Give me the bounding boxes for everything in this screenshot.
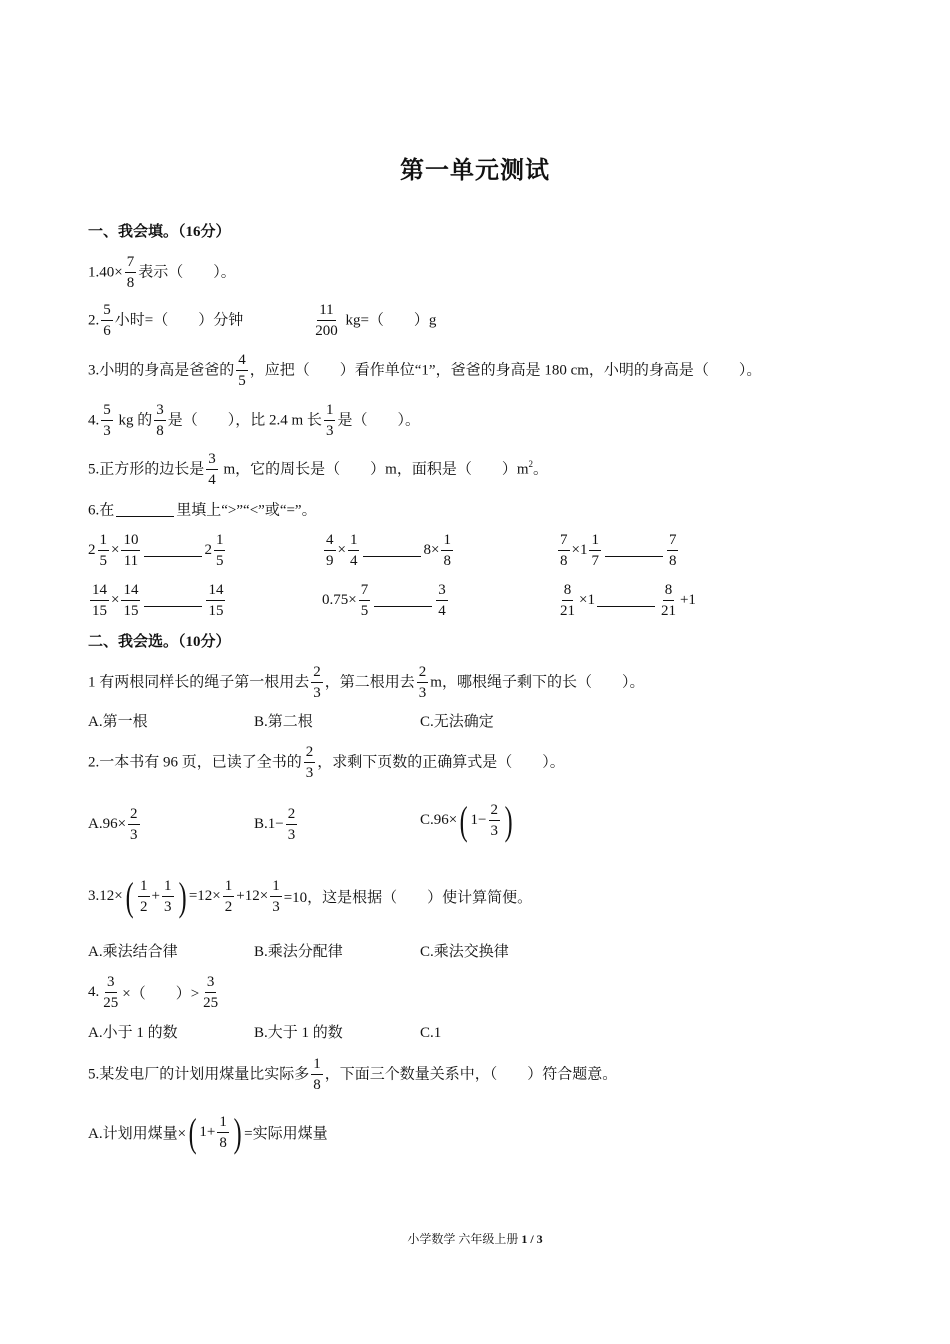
compare-a: 2 $\frac{1}{5}$ × $\frac{10}{11}$ 2 $\frac{1}{5}$ (88, 532, 224, 569)
fraction: $\frac{11}{200}$ (315, 302, 338, 339)
s2-q5: 5.某发电厂的计划用煤量比实际多 $\frac{1}{8}$ ，下面三个数量关系中，（ ）符合题意。 (88, 1056, 618, 1093)
s2-q3-option-a: A.乘法结合律 (88, 944, 178, 960)
compare-e: 0.75× $\frac{7}{5}$ $\frac{3}{4}$ (322, 582, 446, 619)
s1-q1: 1.40× $\frac{7}{8}$ 表示（ ）。 (88, 254, 236, 291)
fraction: $\frac{4}{5}$ (238, 352, 246, 389)
s2-q4-option-b: B.大于 1 的数 (254, 1025, 343, 1041)
s2-q4: 4. $\frac{3}{25}$ ×（ ）> $\frac{3}{25}$ (88, 974, 219, 1011)
fraction: $\frac{5}{6}$ (103, 302, 111, 339)
answer-blank (144, 544, 202, 557)
fraction: $\frac{3}{4}$ (208, 451, 216, 488)
s2-q3-option-c: C.乘法交换律 (420, 944, 509, 960)
compare-f: $\frac{8}{21}$ ×1 $\frac{8}{21}$ +1 (560, 582, 696, 619)
page-title: 第一单元测试 (400, 158, 550, 184)
s1-q5: 5.正方形的边长是 $\frac{3}{4}$ m，它的周长是（ ）m，面积是（ ）$m^2$。 (88, 451, 549, 488)
section2-heading: 二、我会选。（10分） (88, 634, 231, 650)
s2-q4-option-a: A.小于 1 的数 (88, 1025, 178, 1041)
s2-q2-option-c: C.96× ( 1− $\frac{2}{3}$ ) (420, 797, 513, 843)
page-number: 1 / 3 (521, 1232, 543, 1246)
fraction: $\frac{5}{3}$ (103, 402, 111, 439)
s1-q6: 6.在 里填上“>”“<”或“=”。 (88, 502, 317, 519)
compare-c: $\frac{7}{8}$ ×1 $\frac{1}{7}$ $\frac{7}{8}$ (560, 532, 677, 569)
answer-blank (597, 594, 655, 607)
answer-blank (605, 544, 663, 557)
answer-blank (374, 594, 432, 607)
answer-blank (363, 544, 421, 557)
answer-blank (116, 504, 174, 517)
s1-q4: 4. $\frac{5}{3}$ kg 的 $\frac{3}{8}$ 是（ ），比 2.4 m 长 $\frac{1}{3}$ 是（ ）。 (88, 402, 420, 439)
compare-b: $\frac{4}{9}$ × $\frac{1}{4}$ 8× $\frac{1}{8}$ (326, 532, 451, 569)
s2-q1-option-a: A.第一根 (88, 714, 148, 730)
answer-blank (144, 594, 202, 607)
s2-q1-option-c: C.无法确定 (420, 714, 494, 730)
s2-q2-option-b: B.1− $\frac{2}{3}$ (254, 806, 296, 843)
s2-q2: 2.一本书有 96 页，已读了全书的 $\frac{2}{3}$ ，求剩下页数的正确算式是（ ）。 (88, 744, 565, 781)
compare-d: $\frac{14}{15}$ × $\frac{14}{15}$ $\frac{14}{15}$ (92, 582, 224, 619)
s2-q4-option-c: C.1 (420, 1025, 442, 1041)
s1-q3: 3.小明的身高是爸爸的 $\frac{4}{5}$ ，应把（ ）看作单位“1”，爸爸的身高是 180 cm，小明的身高是（ ）。 (88, 352, 762, 389)
fraction: $\frac{1}{3}$ (325, 402, 334, 439)
fraction: $\frac{3}{8}$ (156, 402, 164, 439)
fraction: $\frac{7}{8}$ (126, 254, 135, 291)
s2-q1-option-b: B.第二根 (254, 714, 313, 730)
page-footer: 小学数学 六年级上册 1 / 3 (407, 1232, 543, 1246)
section1-heading: 一、我会填。（16分） (88, 224, 231, 240)
s1-q2: 2. $\frac{5}{6}$ 小时=（ ）分钟 $\frac{11}{200}$ kg=（ ）g (88, 302, 437, 339)
s2-q3-option-b: B.乘法分配律 (254, 944, 343, 960)
s2-q1: 1 有两根同样长的绳子第一根用去 $\frac{2}{3}$ ，第二根用去 $\frac{2}{3}$ m，哪根绳子剩下的长（ ）。 (88, 664, 645, 701)
s2-q5-option-a: A.计划用煤量× ( 1+ $\frac{1}{8}$ ) =实际用煤量 (88, 1109, 328, 1155)
s2-q2-option-a: A.96× $\frac{2}{3}$ (88, 806, 138, 843)
s2-q3: 3.12× ( $\frac{1}{2}$ + $\frac{1}{3}$ ) =12× $\frac{1}{2}$ +12× $\frac{1}{3}$ =10，这是根据（ ）使计算简便。 (88, 873, 533, 919)
